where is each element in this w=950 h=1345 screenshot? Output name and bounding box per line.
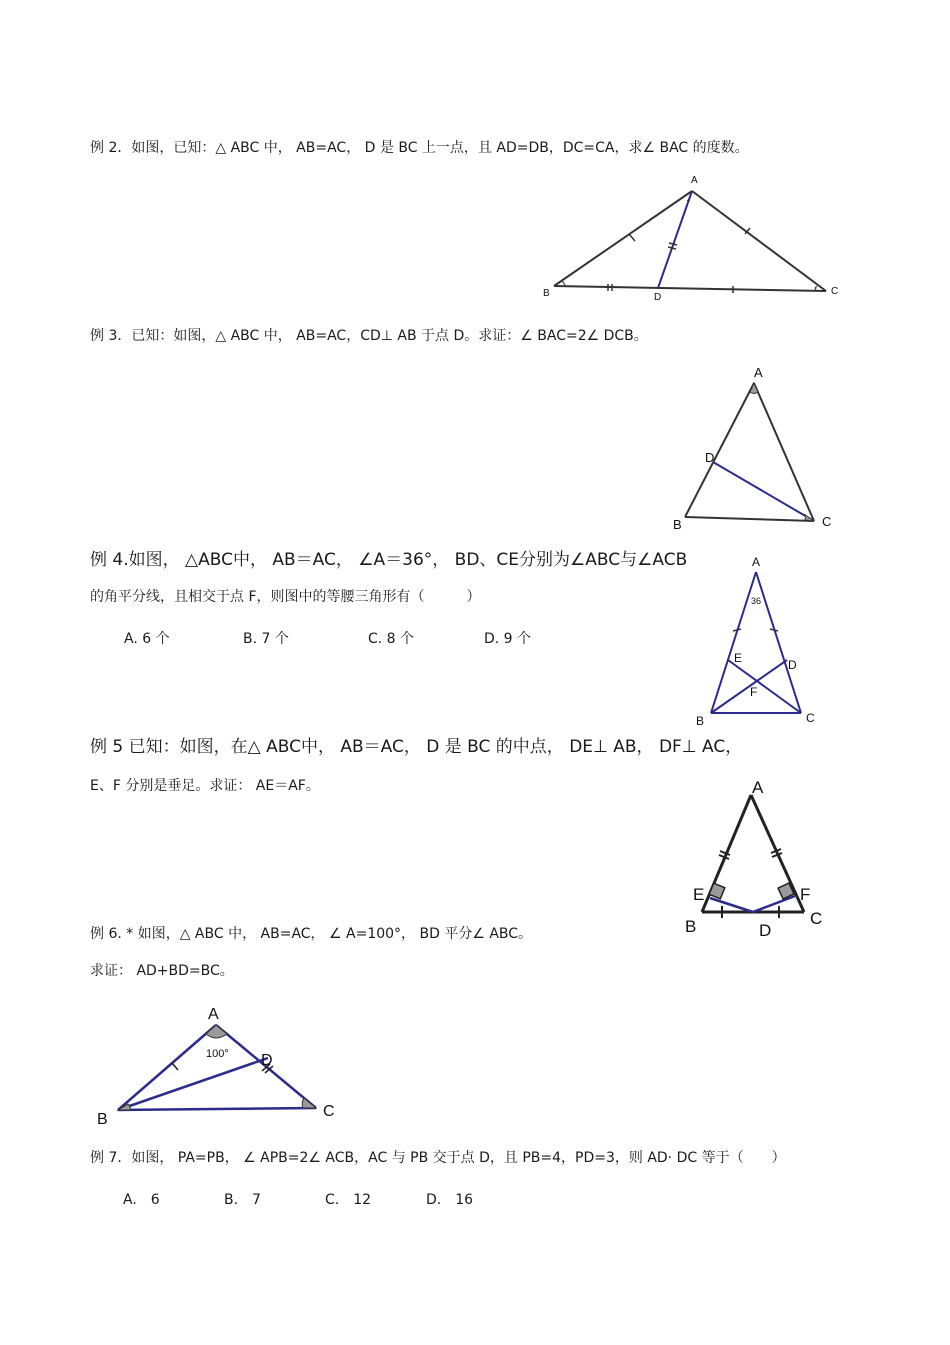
ex5-label-a: A [752, 778, 764, 797]
ex4-label-f: F [750, 685, 758, 699]
ex6-label-b: B [97, 1111, 108, 1128]
ex4-option-d: D. 9 个 [484, 631, 532, 647]
ex4-side-ac [756, 572, 801, 713]
ex7-text: 例 7．如图， PA=PB， ∠ APB=2∠ ACB，AC 与 PB 交于点 D，且 PB=4，PD=3，则 AD· DC 等于（ ） [90, 1150, 786, 1166]
ex5-label-f: F [800, 885, 811, 904]
ex6-label-d: D [261, 1052, 273, 1069]
ex6-label-a: A [208, 1006, 219, 1023]
ex4-option-c: C. 8 个 [368, 631, 415, 647]
ex4-text-line1: 例 4.如图， △ABC中， AB＝AC， ∠A＝36°， BD、CE分别为∠ABC与∠ACB [90, 550, 688, 570]
ex7-option-a: A. 6 [123, 1192, 160, 1208]
ex2-label-c: C [831, 286, 839, 297]
ex3-side-ab [685, 383, 754, 517]
ex4-label-d: D [788, 658, 797, 672]
ex4-text-line2: 的角平分线，且相交于点 F，则图中的等腰三角形有（ ） [90, 589, 481, 605]
ex3-label-d: D [705, 450, 715, 465]
ex4-segment-bd [711, 660, 787, 713]
ex2-side-ab [554, 191, 692, 286]
ex7-option-c: C. 12 [325, 1192, 372, 1208]
ex6-text-line1: 例 6. * 如图，△ ABC 中， AB=AC， ∠ A=100°， BD 平分∠ ABC。 [90, 926, 533, 942]
ex2-text: 例 2．如图，已知：△ ABC 中， AB=AC， D 是 BC 上一点，且 AD=DB，DC=CA，求∠ BAC 的度数。 [90, 140, 749, 156]
ex5-segment-df [753, 896, 795, 912]
ex5-segment-de [710, 898, 753, 912]
ex4-option-b: B. 7 个 [243, 631, 289, 647]
ex3-side-ac [754, 383, 814, 521]
ex3-side-bc [685, 517, 814, 521]
ex4-label-b: B [696, 714, 705, 728]
ex2-label-d: D [654, 292, 662, 303]
ex6-side-ab [118, 1025, 216, 1110]
ex5-text-line2: E、F 分别是垂足。求证： AE＝AF。 [90, 778, 320, 794]
ex5-label-d: D [759, 921, 772, 940]
ex2-label-b: B [543, 288, 550, 299]
ex3-figure [668, 362, 843, 534]
ex3-label-a: A [754, 365, 763, 380]
ex6-label-angle: 100° [206, 1048, 229, 1060]
ex5-text-line1: 例 5 已知：如图，在△ ABC中， AB＝AC， D 是 BC 的中点， DE⊥ AB， DF⊥ AC， [90, 737, 743, 757]
ex4-label-c: C [806, 711, 815, 725]
ex5-side-ac [751, 795, 804, 912]
ex5-figure [680, 775, 830, 943]
ex6-label-c: C [323, 1103, 335, 1120]
ex5-label-c: C [810, 909, 823, 928]
ex3-segment-cd [713, 462, 814, 521]
ex2-label-a: A [691, 175, 698, 186]
ex2-segment-ad [658, 191, 692, 288]
ex6-side-bc [118, 1108, 316, 1110]
ex2-figure [540, 170, 840, 305]
ex6-text-line2: 求证： AD+BD=BC。 [90, 963, 234, 979]
ex7-option-b: B. 7 [224, 1192, 261, 1208]
ex6-figure [90, 1000, 350, 1130]
ex4-label-a: A [752, 555, 761, 569]
ex2-side-bc [554, 286, 826, 291]
ex7-option-d: D. 16 [426, 1192, 474, 1208]
ex5-label-b: B [685, 917, 697, 936]
ex5-label-e: E [693, 885, 705, 904]
ex4-option-a: A. 6 个 [124, 631, 170, 647]
ex4-figure [690, 552, 825, 732]
ex3-label-c: C [822, 514, 832, 529]
ex4-label-e: E [734, 651, 743, 665]
ex6-segment-bd [118, 1058, 268, 1110]
ex3-text: 例 3．已知：如图，△ ABC 中， AB=AC，CD⊥ AB 于点 D。求证：∠ BAC=2∠ DCB。 [90, 328, 648, 344]
ex2-side-ac [692, 191, 826, 291]
ex3-label-b: B [673, 517, 682, 532]
ex4-label-angle: 36 [751, 596, 762, 606]
